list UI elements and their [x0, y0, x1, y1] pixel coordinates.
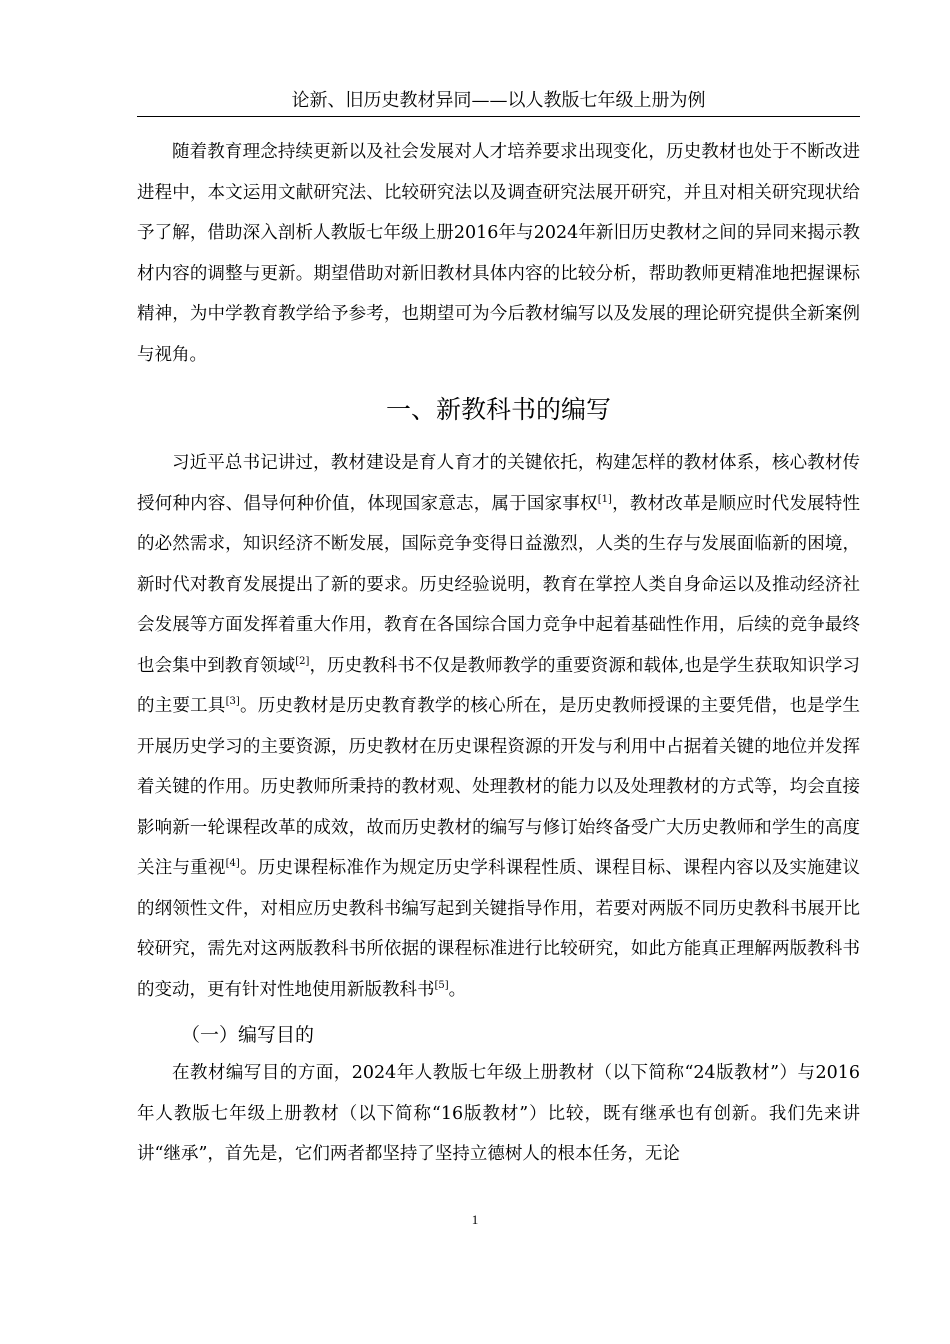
- paragraph-text: 习近平总书记讲过，教材建设是育人育才的关键依托，构建怎样的教材体系，核心教材传授何种内容、倡导何种价值，体现国家意志，属于国家事权: [137, 453, 860, 514]
- subsection-heading: （一）编写目的: [181, 1024, 315, 1046]
- paragraph-text: 。历史课程标准作为规定历史学科课程性质、课程目标、课程内容以及实施建议的纲领性文件，对相应历史教科书编写起到关键指导作用，若要对两版不同历史教科书展开比较研究，需先对这两版教科书所依据的课程标准进行比较研究，如此方能真正理解两版教科书的变动，更有针对性地使用新版教科书: [137, 858, 861, 1000]
- document-body: [137, 132, 860, 1175]
- paragraph-text: 。: [448, 979, 467, 1000]
- abstract-paragraph: 随着教育理念持续更新以及社会发展对人才培养要求出现变化，历史教材也处于不断改进进程中，本文运用文献研究法、比较研究法以及调查研究法展开研究，并且对相关研究现状给予了解，借助深入剖析人教版七年级上册2016年与2024年新旧历史教材之间的异同来揭示教材内容的调整与更新。期望借助对新旧教材具体内容的比较分析，帮助教师更精准地把握课标精神，为中学教育教学给予参考，也期望可为今后教材编写以及发展的理论研究提供全新案例与视角。: [137, 142, 860, 365]
- citation[interactable]: [1]: [597, 493, 612, 505]
- paragraph-text: ，历史教科书不仅是教师教学的重要资源和载体,也是学生获取知识学习的主要工具: [137, 655, 860, 716]
- body-paragraph: [137, 443, 860, 1010]
- citation[interactable]: [4]: [225, 858, 240, 869]
- page-number: 1: [471, 1212, 479, 1227]
- paragraph-text: 。历史教材是历史教育教学的核心所在，是历史教师授课的主要凭借，也是学生开展历史学习的主要资源，历史教材在历史课程资源的开发与利用中占据着关键的地位并发挥着关键的作用。历史教师所秉持的教材观、处理教材的能力以及处理教材的方式等，均会直接影响新一轮课程改革的成效，故而历史教材的编写与修订始终备受广大历史教师和学生的高度关注与重视: [137, 696, 861, 878]
- paragraph-text: ，教材改革是顺应时代发展特性的必然需求，知识经济不断发展，国际竞争变得日益激烈，人类的生存与发展面临新的困境，新时代对教育发展提出了新的要求。历史经验说明，教育在掌控人类自身命运以及推动经济社会发展等方面发挥着重大作用，教育在各国综合国力竞争中起着基础性作用，后续的竞争最终也会集中到教育领域: [137, 493, 861, 676]
- citation[interactable]: [5]: [434, 979, 449, 991]
- citation[interactable]: [2]: [295, 655, 310, 667]
- running-header: 论新、旧历史教材异同——以人教版七年级上册为例: [291, 90, 706, 111]
- citation[interactable]: [3]: [225, 696, 240, 707]
- header-divider: [137, 116, 860, 117]
- section-heading: 一、新教科书的编写: [385, 395, 611, 424]
- body-paragraph: 在教材编写目的方面，2024年人教版七年级上册教材（以下简称“24版教材”）与2016年人教版七年级上册教材（以下简称“16版教材”）比较，既有继承也有创新。我们先来讲讲“继承”，首先是，它们两者都坚持了坚持立德树人的根本任务，无论: [137, 1063, 860, 1164]
